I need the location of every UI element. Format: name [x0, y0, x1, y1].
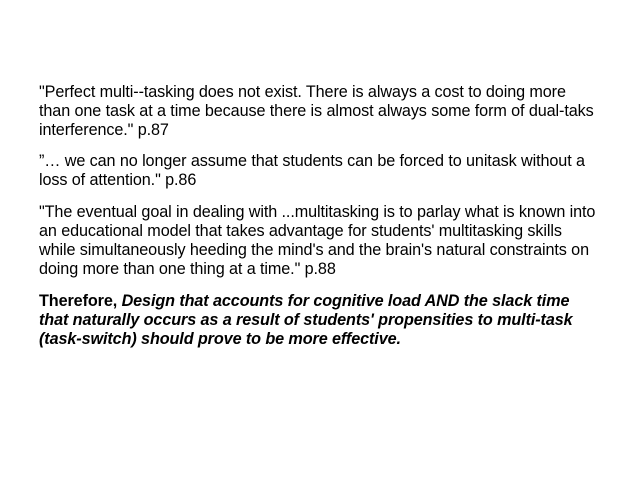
conclusion-emphasis: Design that accounts for cognitive load AND the slack time that naturally occurs as a result of students' propensities to multi-task (task-switch) should prove to be more effective. [39, 292, 573, 348]
quote-eventual-goal: "The eventual goal in dealing with ...multitasking is to parlay what is known into an educational model that takes advantage for students' multitasking skills while simultaneously heeding the mind's and the brain's natural constraints on doing more than one thing at a time." p.88 [39, 203, 596, 278]
quote-unitask: ”… we can no longer assume that students can be forced to unitask without a loss of attention." p.86 [39, 152, 585, 189]
quote-perfect-multitasking: "Perfect multi--tasking does not exist. There is always a cost to doing more than one task at a time because there is almost always some form of dual-taks interference." p.87 [39, 83, 594, 139]
slide-body [39, 83, 599, 349]
conclusion [39, 292, 599, 349]
conclusion-lead: Therefore, [39, 292, 122, 310]
